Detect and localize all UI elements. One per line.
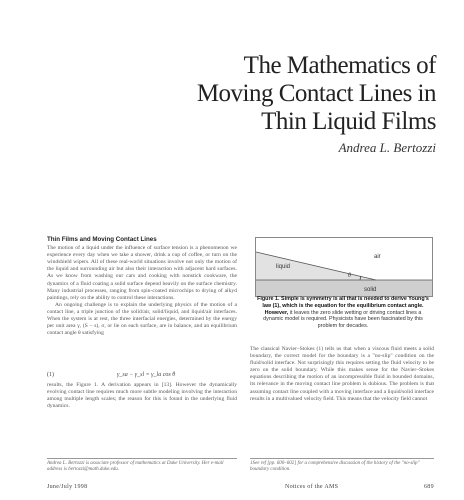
contact-line-diagram: [256, 238, 432, 296]
footer-journal: Notices of the AMS: [285, 484, 339, 490]
section-heading: Thin Films and Moving Contact Lines: [47, 236, 157, 243]
title-line-1: The Mathematics of: [243, 52, 436, 79]
caption-rest: it leaves the zero slide wetting or driving contact lines a dynamic model is required. Physicists have been fascinated by this problem for decades.: [263, 309, 423, 330]
equation-body: γ_sa − γ_sl = γ_la cos θ: [117, 372, 176, 378]
body-paragraph: The classical Navier–Stokes (1) tells us that when a viscous fluid meets a solid boundary, the correct model for the boundary is a "no-slip" condition on the fluid/solid interface. Not surprisingly this requires setting the fluid velocity to be zero on the solid boundary. While this makes sense for the Navier–Stokes equations describing the motion of an incompressible fluid in bounded domains, its relevance in the moving contact line problem is dubious. The problem is that assuming contact line coupled with a moving interface and a liquid/solid interface results in a multivalued velocity field. This means that the velocity field cannot: [250, 346, 434, 402]
title-line-3: Thin Liquid Films: [261, 108, 436, 135]
footer-date: June/July 1998: [47, 484, 88, 490]
body-paragraph: An ongoing challenge is to explain the underlying physics of the motion of a contact line, a triple junction of the solid/air, solid/liquid, and liquid/air interfaces. When the system is at rest, the three interfacial energies, determined by the energy per unit area γ, (S − s), σ, or lie on each surface, are in balance, and an equilibrium contact angle θ satisfying: [47, 301, 237, 337]
page-number: 689: [424, 484, 434, 490]
body-paragraph: The motion of a liquid under the influence of surface tension is a phenomenon we experience every day when we take a shower, drink a cup of coffee, or turn on the windshield wipers. All of these real-world situations involve not only the motion of the liquid and surrounding air but also their interaction with adjacent hard surfaces. As we know from washing our cars and cooking with nonstick cookware, the dynamics of a fluid coating a solid surface depend heavily on the surface chemistry. Many industrial processes, ranging from spin-coated microchips to drying of alkyd paintings, rely on the ability to control these interactions.: [47, 245, 237, 301]
article-title: [0, 52, 436, 136]
figure-caption: [255, 296, 431, 330]
solid-region: [256, 280, 432, 296]
author-name: Andrea L. Bertozzi: [338, 140, 436, 155]
left-column: [47, 236, 237, 337]
label-liquid: liquid: [276, 264, 291, 270]
label-solid: solid: [364, 287, 377, 293]
left-column-continued: [47, 382, 237, 410]
equation-number: (1): [47, 372, 54, 378]
title-line-2: Moving Contact Lines in: [196, 80, 436, 107]
figure-contact-line: [255, 237, 433, 297]
right-column: [250, 346, 434, 403]
author-footnote: Andrea L. Bertozzi is associate professor of mathematics at Duke University. Her e-mail address is bertozzi@math.duke.edu.: [47, 458, 237, 474]
caption-bold: Figure 1. Simple is symmetry is all that is needed to derive Young's law (1), which is the equation for the equilibrium contact angle. However,: [257, 296, 429, 316]
reference-footnote: 1See ref [pp. 600–602] for a comprehensive discussion of the history of the "no-slip" boundary condition.: [250, 458, 434, 474]
body-paragraph: results, the Figure 1. A derivation appears in [13]. However the dynamically evolving contact line requires much more subtle modeling involving the interaction among multiple length scales; the reason for this is found in the underlying fluid dynamics.: [47, 382, 237, 410]
label-angle: θ: [348, 273, 351, 279]
label-air: air: [374, 254, 381, 260]
